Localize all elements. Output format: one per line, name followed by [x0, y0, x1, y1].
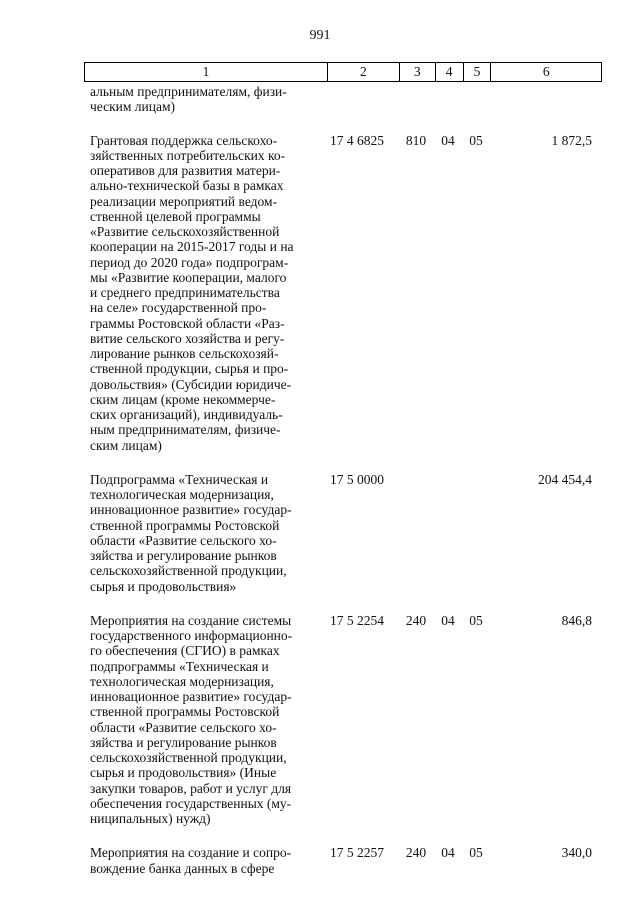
row-subsection: 05 [469, 845, 483, 861]
row-description: Грантовая поддержка сельскохо- зяйственных потребительских ко- оперативов для развития матери- ально-технической базы в рамках реализации мероприятий ведом- ственной целевой программы «Развитие сельскохозяйственной кооперации на 2015-2017 годы и на период до 2020 года» подпрограм- мы «Развитие кооперации, малого и среднего предпринимательства на селе» государственной про- граммы Ростовской области «Раз- витие сельского хозяйства и регу- лирование рынков сельскохозяй- ственной продукции, сырья и про- довольствия» (Субсидии юридиче- ским лицам (кроме некоммерче- ских организаций), индивидуаль- ным предпринимателям, физиче- ским лицам) [90, 132, 294, 453]
row-section [434, 84, 462, 115]
row-description: Мероприятия на создание системы государственного информационно- го обеспечения (СГИО) в рамках подпрограммы «Техническая и технологическая модернизация, инновационное развитие» государ- ственной программы Ростовской области «Развитие сельского хо- зяйства и регулирование рынков сельскохозяйственной продукции, сырья и продовольствия» (Иные закупки товаров, работ и услуг для обеспечения государственных (му- ниципальных) нужд) [90, 612, 293, 826]
row-subsection: 05 [469, 612, 483, 628]
row-code: 17 5 0000 [330, 471, 384, 487]
row-description: Подпрограмма «Техническая и технологическая модернизация, инновационное развитие» государ- ственной программы Ростовской области «Развитие сельского хо- зяйства и регулирование рынков сельскохозяйственной продукции, сырья и продовольствия» [90, 471, 292, 594]
row-subsection [462, 84, 490, 115]
header-col-3: 3 [400, 63, 436, 81]
row-subsection: 05 [469, 132, 483, 148]
row-amount: 340,0 [561, 845, 592, 861]
row-amount: 1 872,5 [551, 132, 592, 148]
table-row [84, 845, 602, 876]
row-code: 17 5 2257 [330, 845, 384, 861]
row-section: 04 [441, 132, 455, 148]
header-col-2: 2 [328, 63, 400, 81]
row-expense-type [398, 472, 434, 594]
row-expense-type: 240 [405, 612, 427, 628]
row-code: 17 4 6825 [330, 132, 384, 148]
row-expense-type: 240 [405, 845, 427, 861]
row-code: 17 5 2254 [330, 612, 384, 628]
row-expense-type: 810 [405, 132, 427, 148]
header-col-1: 1 [85, 63, 328, 81]
row-subsection [462, 472, 490, 594]
table-body [84, 84, 602, 895]
table-row [84, 472, 602, 594]
row-section: 04 [441, 845, 455, 861]
row-section: 04 [441, 612, 455, 628]
row-amount [490, 84, 600, 115]
table-row [84, 133, 602, 453]
row-amount: 846,8 [561, 612, 592, 628]
header-col-5: 5 [464, 63, 492, 81]
row-description: альным предпринимателям, физи- ческим лицам) [90, 84, 287, 115]
header-col-6: 6 [542, 64, 550, 79]
row-code [326, 84, 398, 115]
table-header [84, 62, 602, 82]
row-amount: 204 454,4 [538, 471, 592, 487]
row-expense-type [398, 84, 434, 115]
table-row [84, 84, 602, 115]
page-number: 991 [309, 28, 331, 43]
header-col-4: 4 [436, 63, 464, 81]
row-section [434, 472, 462, 594]
table-row [84, 613, 602, 827]
row-description: Мероприятия на создание и сопро- вождение банка данных в сфере [90, 845, 292, 876]
